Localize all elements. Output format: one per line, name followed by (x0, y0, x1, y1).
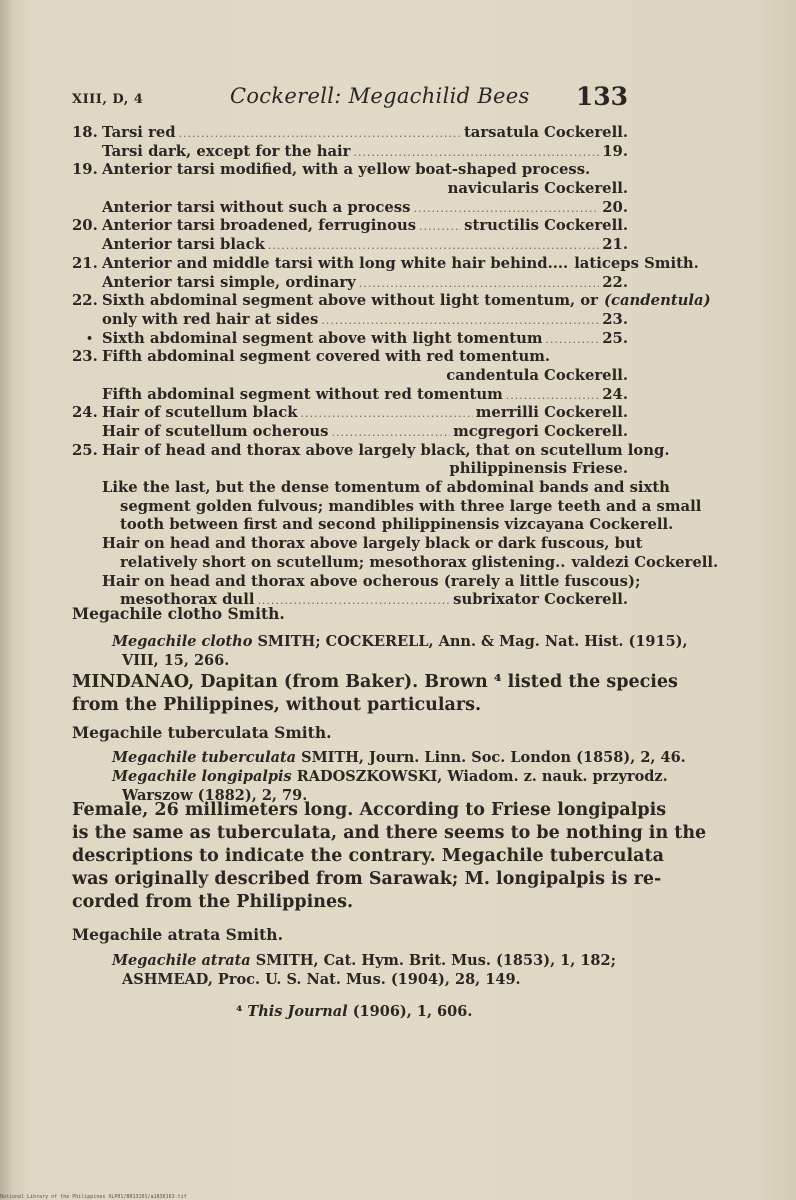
key-leader-dots (257, 592, 450, 611)
key-text: relatively short on scutellum; mesothorax glistening.. (120, 553, 566, 571)
citation-taxon: Megachile atrata (112, 952, 251, 969)
volume-label: XIII, D, 4 (72, 92, 144, 107)
key-line (72, 479, 670, 498)
key-text: Hair of scutellum black (102, 404, 298, 422)
key-line (72, 217, 628, 236)
citation-clotho (112, 632, 688, 670)
key-line (72, 553, 719, 573)
key-text: Anterior tarsi broadened, ferruginous (102, 217, 417, 235)
key-text: Sixth abdominal segment above without light tomentum, or (102, 292, 598, 310)
footnote-journal: This Journal (247, 1003, 348, 1020)
key-line (72, 535, 643, 554)
footnote (236, 1003, 472, 1020)
running-header (72, 84, 628, 114)
key-leader-dots (353, 144, 599, 163)
species-heading-tuberculata: Megachile tuberculata Smith. (72, 723, 332, 742)
key-couplet-number: 25. (72, 441, 98, 459)
key-result: philippinensis Friese. (449, 460, 628, 478)
key-leader-dots (413, 200, 599, 219)
key-line (72, 236, 628, 255)
key-line (72, 311, 628, 330)
key-result: tarsatula Cockerell. (463, 124, 628, 141)
paragraph-line: from the Philippines, without particulars. (72, 695, 482, 715)
key-line (72, 161, 628, 180)
scan-metadata-strip: National Library of the Philippines XLP01/BR13101/a1830163.tif (0, 1194, 187, 1200)
key-result: 19. (602, 142, 628, 160)
key-result: merrilli Cockerell. (475, 404, 628, 422)
footnote-ref: (1906), 1, 606. (347, 1003, 473, 1020)
key-text: Anterior tarsi black (102, 236, 265, 254)
species-heading-atrata: Megachile atrata Smith. (72, 925, 283, 944)
key-leader-dots (321, 312, 599, 331)
citation-taxon: Megachile longipalpis (112, 768, 292, 785)
citation-line (112, 632, 688, 651)
paragraph-line: corded from the Philippines. (72, 892, 354, 912)
key-line (72, 367, 628, 386)
key-text: Hair of head and thorax above largely black, that on scutellum long. (102, 441, 670, 459)
key-result: candentula Cockerell. (446, 366, 628, 384)
key-leader-dots (331, 424, 450, 443)
key-line (72, 274, 628, 293)
key-result: 24. (602, 385, 628, 403)
key-text: only with red hair at sides (102, 310, 319, 328)
key-line (72, 386, 628, 405)
footnote-marker: ⁴ (236, 1003, 243, 1020)
identification-key (72, 124, 719, 610)
key-line (72, 180, 628, 199)
citation-ref: SMITH; COCKERELL, Ann. & Mag. Nat. Hist. (1915), (252, 633, 688, 650)
citation-atrata (112, 951, 616, 989)
key-leader-dots (546, 331, 600, 350)
key-result: 21. (602, 236, 628, 254)
key-result: laticeps Smith. (574, 254, 699, 272)
paragraph-line: descriptions to indicate the contrary. Megachile tuberculata (72, 846, 664, 866)
key-leader-dots (179, 125, 461, 144)
key-line (72, 423, 628, 442)
key-leader-dots (301, 405, 473, 424)
key-text: Like the last, but the dense tomentum of abdominal bands and sixth (102, 479, 670, 497)
key-line (72, 572, 641, 592)
key-text: Anterior tarsi simple, ordinary (102, 273, 356, 291)
key-text: Tarsi dark, except for the hair (102, 142, 351, 160)
key-result: subrixator Cockerell. (453, 591, 628, 609)
key-line (72, 124, 628, 143)
key-couplet-number: 23. (72, 348, 98, 366)
binding-gutter (0, 0, 14, 1200)
key-line (72, 404, 628, 423)
citation-taxon: Megachile clotho (112, 633, 253, 650)
citation-ref: SMITH, Cat. Hym. Brit. Mus. (1853), 1, 182; (250, 952, 616, 969)
paragraph-line: is the same as tuberculata, and there seems to be nothing in the (72, 823, 707, 843)
key-couplet-number: • (86, 331, 94, 345)
key-result: 23. (602, 310, 628, 328)
key-couplet-number: 18. (72, 124, 98, 141)
citation-line: Warszow (1882), 2, 79. (122, 787, 308, 804)
key-line (72, 516, 674, 535)
key-result: philippinensis vizcayana Cockerell. (381, 516, 674, 534)
paragraph-line: Female, 26 millimeters long. According to Friese longipalpis (72, 800, 667, 820)
citation-line: VIII, 15, 266. (122, 652, 230, 669)
key-couplet-number: 21. (72, 254, 98, 272)
key-leader-dots (268, 237, 599, 256)
key-text: mesothorax dull (120, 591, 255, 609)
key-leader-dots (506, 387, 600, 406)
key-couplet-number: 19. (72, 161, 98, 179)
key-result: 25. (602, 329, 628, 347)
key-couplet-number: 20. (72, 217, 98, 235)
key-leader-dots (419, 218, 461, 237)
citation-taxon: Megachile tuberculata (112, 749, 297, 766)
key-line (72, 292, 711, 311)
key-line (72, 199, 628, 218)
key-text: Tarsi red (102, 124, 176, 141)
paragraph-line: was originally described from Sarawak; M. longipalpis is re- (72, 869, 662, 889)
key-result: mcgregori Cockerell. (453, 423, 628, 440)
key-result: valdezi Cockerell. (571, 553, 719, 571)
citation-line (112, 951, 616, 970)
key-line (72, 348, 628, 367)
paragraph-tuberculata (72, 799, 707, 914)
key-text: Anterior and middle tarsi with long white hair behind.... (102, 254, 569, 272)
key-text: Anterior tarsi modified, with a yellow boat-shaped process. (102, 161, 591, 179)
key-line (72, 330, 628, 349)
key-line (72, 497, 702, 517)
species-heading-clotho: Megachile clotho Smith. (72, 604, 285, 623)
key-couplet-number: 24. (72, 404, 98, 422)
key-text: Sixth abdominal segment above with light tomentum (102, 329, 543, 347)
key-result: structilis Cockerell. (464, 217, 628, 235)
key-result: navicularis Cockerell. (447, 180, 628, 198)
key-result: (candentula) (603, 292, 711, 310)
citation-tuberculata (112, 748, 686, 805)
citation-ref: SMITH, Journ. Linn. Soc. London (1858), 2, 46. (296, 749, 686, 766)
key-couplet-number: 22. (72, 292, 98, 310)
key-line (72, 460, 628, 479)
citation-line (112, 748, 686, 767)
key-leader-dots (359, 275, 600, 294)
key-text: Hair on head and thorax above ocherous (rarely a little fuscous); (102, 572, 641, 590)
key-line (72, 254, 699, 274)
key-text: Anterior tarsi without such a process (102, 198, 411, 216)
key-line (72, 143, 628, 162)
paragraph-line: MINDANAO, Dapitan (from Baker). Brown ⁴ listed the species (72, 672, 678, 692)
citation-ref: RADOSZKOWSKI, Wiadom. z. nauk. przyrodz. (291, 768, 668, 785)
key-text: Hair of scutellum ocherous (102, 423, 329, 440)
paragraph-clotho (72, 671, 678, 717)
key-text: Hair on head and thorax above largely black or dark fuscous, but (102, 535, 643, 553)
key-result: 20. (602, 198, 628, 216)
key-text: Fifth abdominal segment without red tomentum (102, 385, 503, 403)
key-text: tooth between first and second (120, 516, 376, 534)
key-text: segment golden fulvous; mandibles with three large teeth and a small (120, 497, 702, 515)
citation-line: ASHMEAD, Proc. U. S. Nat. Mus. (1904), 28, 149. (122, 971, 521, 988)
key-result: 22. (602, 273, 628, 291)
citation-line (112, 767, 686, 786)
key-line (72, 441, 670, 461)
running-title: Cockerell: Megachilid Bees (230, 84, 530, 108)
key-text: Fifth abdominal segment covered with red tomentum. (102, 348, 551, 366)
page-number: 133 (575, 82, 628, 111)
